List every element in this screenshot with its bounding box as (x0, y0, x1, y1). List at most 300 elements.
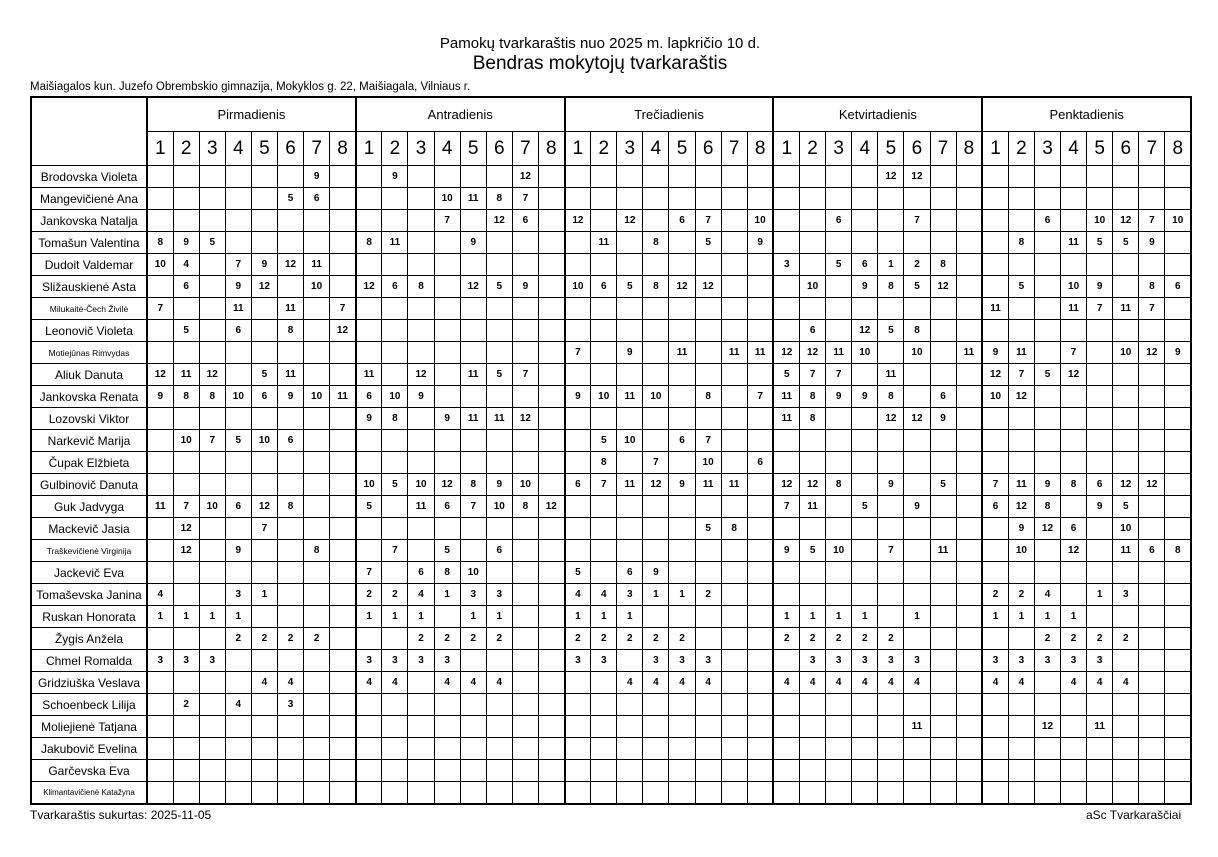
lesson-cell: 7 (1061, 342, 1087, 364)
lesson-cell: 11 (382, 232, 408, 254)
lesson-cell (617, 716, 643, 738)
lesson-cell (930, 650, 956, 672)
lesson-cell (617, 452, 643, 474)
lesson-cell (356, 298, 382, 320)
lesson-cell (721, 716, 747, 738)
lesson-cell (1087, 166, 1113, 188)
lesson-cell: 9 (147, 386, 173, 408)
lesson-cell (904, 232, 930, 254)
lesson-cell: 5 (565, 562, 591, 584)
lesson-cell (878, 782, 904, 805)
teacher-row (31, 760, 1191, 782)
lesson-cell (747, 254, 773, 276)
lesson-cell (982, 540, 1008, 562)
lesson-cell (277, 518, 303, 540)
teacher-row (31, 166, 1191, 188)
lesson-cell: 1 (356, 606, 382, 628)
lesson-cell: 7 (225, 254, 251, 276)
lesson-cell (982, 518, 1008, 540)
lesson-cell (878, 518, 904, 540)
lesson-cell (773, 716, 799, 738)
lesson-cell (304, 694, 330, 716)
lesson-cell (1034, 760, 1060, 782)
lesson-cell (852, 188, 878, 210)
lesson-cell: 4 (800, 672, 826, 694)
lesson-cell: 3 (486, 584, 512, 606)
lesson-cell: 9 (304, 166, 330, 188)
lesson-cell: 1 (434, 584, 460, 606)
lesson-cell (773, 782, 799, 805)
lesson-cell (1113, 650, 1139, 672)
lesson-cell: 11 (695, 474, 721, 496)
teacher-name: Mackevič Jasia (31, 518, 147, 540)
lesson-cell (617, 166, 643, 188)
lesson-cell: 7 (1139, 298, 1165, 320)
teacher-row (31, 320, 1191, 342)
period-header: 3 (408, 132, 434, 166)
lesson-cell: 2 (1061, 628, 1087, 650)
lesson-cell (251, 760, 277, 782)
lesson-cell (277, 408, 303, 430)
teacher-name: Leonovič Violeta (31, 320, 147, 342)
period-header: 6 (277, 132, 303, 166)
lesson-cell (956, 540, 982, 562)
lesson-cell: 8 (1061, 474, 1087, 496)
lesson-cell: 6 (277, 430, 303, 452)
lesson-cell (1087, 518, 1113, 540)
lesson-cell: 4 (1113, 672, 1139, 694)
lesson-cell: 12 (878, 408, 904, 430)
lesson-cell (669, 232, 695, 254)
teacher-row (31, 606, 1191, 628)
lesson-cell: 9 (512, 276, 538, 298)
lesson-cell (1139, 650, 1165, 672)
lesson-cell (251, 408, 277, 430)
lesson-cell: 4 (434, 672, 460, 694)
lesson-cell (800, 694, 826, 716)
lesson-cell (826, 738, 852, 760)
teacher-name: Jankovska Renata (31, 386, 147, 408)
lesson-cell: 12 (512, 408, 538, 430)
lesson-cell (982, 408, 1008, 430)
period-header: 8 (1165, 132, 1191, 166)
lesson-cell (147, 276, 173, 298)
lesson-cell (277, 166, 303, 188)
lesson-cell (538, 342, 564, 364)
lesson-cell (486, 430, 512, 452)
lesson-cell: 10 (147, 254, 173, 276)
teacher-name: Chmel Romalda (31, 650, 147, 672)
lesson-cell: 2 (773, 628, 799, 650)
lesson-cell (460, 716, 486, 738)
lesson-cell (356, 716, 382, 738)
lesson-cell (826, 716, 852, 738)
lesson-cell: 7 (643, 452, 669, 474)
lesson-cell (147, 430, 173, 452)
lesson-cell (930, 584, 956, 606)
lesson-cell (617, 298, 643, 320)
lesson-cell (225, 364, 251, 386)
lesson-cell: 8 (800, 408, 826, 430)
lesson-cell: 12 (930, 276, 956, 298)
lesson-cell (643, 298, 669, 320)
lesson-cell (1034, 166, 1060, 188)
lesson-cell: 12 (460, 276, 486, 298)
lesson-cell (251, 320, 277, 342)
lesson-cell (617, 496, 643, 518)
lesson-cell (930, 738, 956, 760)
lesson-cell (1008, 298, 1034, 320)
lesson-cell (878, 452, 904, 474)
lesson-cell (382, 254, 408, 276)
lesson-cell: 2 (173, 694, 199, 716)
lesson-cell (852, 694, 878, 716)
lesson-cell (747, 760, 773, 782)
lesson-cell (460, 254, 486, 276)
lesson-cell (852, 782, 878, 805)
lesson-cell (538, 298, 564, 320)
lesson-cell (930, 672, 956, 694)
lesson-cell: 12 (1061, 540, 1087, 562)
lesson-cell (1165, 716, 1191, 738)
lesson-cell (460, 540, 486, 562)
lesson-cell (956, 232, 982, 254)
lesson-cell (199, 738, 225, 760)
lesson-cell (277, 606, 303, 628)
lesson-cell (512, 606, 538, 628)
lesson-cell (173, 298, 199, 320)
lesson-cell (669, 188, 695, 210)
teacher-row (31, 452, 1191, 474)
lesson-cell: 9 (878, 474, 904, 496)
lesson-cell (721, 606, 747, 628)
lesson-cell (408, 166, 434, 188)
lesson-cell (565, 254, 591, 276)
lesson-cell: 6 (225, 496, 251, 518)
lesson-cell: 10 (591, 386, 617, 408)
lesson-cell: 4 (408, 584, 434, 606)
lesson-cell: 12 (800, 474, 826, 496)
lesson-cell (330, 408, 356, 430)
lesson-cell (199, 562, 225, 584)
lesson-cell (173, 562, 199, 584)
lesson-cell (721, 254, 747, 276)
lesson-cell (251, 562, 277, 584)
lesson-cell: 11 (956, 342, 982, 364)
lesson-cell (225, 716, 251, 738)
period-header: 7 (930, 132, 956, 166)
lesson-cell (277, 232, 303, 254)
period-header: 7 (721, 132, 747, 166)
lesson-cell (565, 320, 591, 342)
lesson-cell (304, 474, 330, 496)
lesson-cell (251, 210, 277, 232)
lesson-cell (695, 738, 721, 760)
lesson-cell: 4 (1008, 672, 1034, 694)
lesson-cell (538, 166, 564, 188)
period-header: 5 (460, 132, 486, 166)
lesson-cell (538, 760, 564, 782)
lesson-cell (721, 496, 747, 518)
lesson-cell: 12 (147, 364, 173, 386)
period-header: 1 (565, 132, 591, 166)
lesson-cell (434, 430, 460, 452)
lesson-cell: 9 (904, 496, 930, 518)
teacher-name: Garčevska Eva (31, 760, 147, 782)
lesson-cell: 4 (982, 672, 1008, 694)
period-header: 7 (1139, 132, 1165, 166)
lesson-cell (147, 408, 173, 430)
lesson-cell (173, 628, 199, 650)
lesson-cell: 9 (565, 386, 591, 408)
lesson-cell (408, 540, 434, 562)
lesson-cell (1061, 320, 1087, 342)
lesson-cell (800, 232, 826, 254)
lesson-cell (460, 386, 486, 408)
lesson-cell (330, 694, 356, 716)
lesson-cell (591, 672, 617, 694)
lesson-cell: 12 (1139, 474, 1165, 496)
lesson-cell (591, 188, 617, 210)
lesson-cell (251, 606, 277, 628)
lesson-cell: 3 (1087, 650, 1113, 672)
lesson-cell (669, 782, 695, 805)
lesson-cell (930, 518, 956, 540)
lesson-cell: 11 (173, 364, 199, 386)
lesson-cell: 9 (1139, 232, 1165, 254)
lesson-cell (1008, 716, 1034, 738)
lesson-cell: 5 (382, 474, 408, 496)
lesson-cell (669, 694, 695, 716)
lesson-cell (1139, 452, 1165, 474)
teacher-name: Čupak Elžbieta (31, 452, 147, 474)
lesson-cell (1139, 628, 1165, 650)
lesson-cell (930, 782, 956, 805)
lesson-cell (643, 210, 669, 232)
lesson-cell (356, 210, 382, 232)
lesson-cell: 9 (460, 232, 486, 254)
lesson-cell (1139, 584, 1165, 606)
teacher-name: Moliejienė Tatjana (31, 716, 147, 738)
lesson-cell: 6 (382, 276, 408, 298)
lesson-cell (512, 782, 538, 805)
lesson-cell: 1 (1061, 606, 1087, 628)
lesson-cell: 11 (277, 298, 303, 320)
lesson-cell (565, 408, 591, 430)
lesson-cell (1165, 650, 1191, 672)
lesson-cell (486, 320, 512, 342)
lesson-cell: 10 (356, 474, 382, 496)
lesson-cell: 10 (408, 474, 434, 496)
day-header: Trečiadienis (565, 97, 774, 132)
teacher-name: Gulbinovič Danuta (31, 474, 147, 496)
lesson-cell (538, 782, 564, 805)
lesson-cell: 6 (669, 430, 695, 452)
lesson-cell (304, 342, 330, 364)
lesson-cell (982, 166, 1008, 188)
teacher-row (31, 188, 1191, 210)
lesson-cell (852, 584, 878, 606)
lesson-cell (669, 518, 695, 540)
lesson-cell: 7 (1087, 298, 1113, 320)
lesson-cell (1008, 210, 1034, 232)
lesson-cell (747, 650, 773, 672)
lesson-cell (747, 518, 773, 540)
period-header: 5 (878, 132, 904, 166)
lesson-cell (460, 738, 486, 760)
lesson-cell: 2 (1113, 628, 1139, 650)
teacher-name: Jakubovič Evelina (31, 738, 147, 760)
lesson-cell (1165, 496, 1191, 518)
lesson-cell (747, 298, 773, 320)
lesson-cell: 2 (460, 628, 486, 650)
lesson-cell (277, 782, 303, 805)
lesson-cell: 5 (225, 430, 251, 452)
lesson-cell (643, 540, 669, 562)
lesson-cell (695, 540, 721, 562)
period-header: 6 (1113, 132, 1139, 166)
lesson-cell (747, 584, 773, 606)
lesson-cell: 4 (1034, 584, 1060, 606)
lesson-cell (956, 276, 982, 298)
lesson-cell (251, 782, 277, 805)
lesson-cell (1008, 562, 1034, 584)
lesson-cell (1061, 496, 1087, 518)
lesson-cell (1061, 386, 1087, 408)
lesson-cell (747, 738, 773, 760)
lesson-cell (1087, 430, 1113, 452)
lesson-cell (904, 782, 930, 805)
lesson-cell (721, 364, 747, 386)
lesson-cell: 9 (852, 276, 878, 298)
lesson-cell (147, 474, 173, 496)
lesson-cell (721, 628, 747, 650)
lesson-cell (956, 188, 982, 210)
lesson-cell (617, 760, 643, 782)
lesson-cell: 12 (486, 210, 512, 232)
lesson-cell (1008, 782, 1034, 805)
lesson-cell (1034, 232, 1060, 254)
lesson-cell (669, 254, 695, 276)
lesson-cell: 1 (852, 606, 878, 628)
lesson-cell: 9 (643, 562, 669, 584)
lesson-cell: 11 (617, 474, 643, 496)
lesson-cell (1061, 782, 1087, 805)
lesson-cell (878, 738, 904, 760)
lesson-cell (982, 716, 1008, 738)
lesson-cell (486, 760, 512, 782)
lesson-cell (617, 188, 643, 210)
lesson-cell: 9 (434, 408, 460, 430)
lesson-cell (617, 540, 643, 562)
lesson-cell (1087, 386, 1113, 408)
lesson-cell (356, 166, 382, 188)
lesson-cell (904, 452, 930, 474)
lesson-cell: 11 (304, 254, 330, 276)
lesson-cell (800, 254, 826, 276)
lesson-cell (956, 738, 982, 760)
lesson-cell (669, 716, 695, 738)
lesson-cell (330, 782, 356, 805)
lesson-cell: 7 (695, 430, 721, 452)
lesson-cell (800, 452, 826, 474)
lesson-cell: 7 (330, 298, 356, 320)
lesson-cell (591, 320, 617, 342)
lesson-cell: 9 (617, 342, 643, 364)
lesson-cell (199, 276, 225, 298)
period-header: 7 (512, 132, 538, 166)
lesson-cell (1034, 276, 1060, 298)
lesson-cell: 3 (199, 650, 225, 672)
lesson-cell (1061, 584, 1087, 606)
lesson-cell (1061, 738, 1087, 760)
lesson-cell (1113, 320, 1139, 342)
lesson-cell (251, 452, 277, 474)
lesson-cell: 6 (591, 276, 617, 298)
day-header-row (31, 97, 1191, 132)
lesson-cell: 11 (721, 342, 747, 364)
lesson-cell (800, 760, 826, 782)
lesson-cell (330, 166, 356, 188)
lesson-cell (356, 782, 382, 805)
lesson-cell: 8 (1008, 232, 1034, 254)
lesson-cell (930, 496, 956, 518)
lesson-cell (721, 188, 747, 210)
lesson-cell (982, 760, 1008, 782)
lesson-cell (277, 584, 303, 606)
lesson-cell (173, 672, 199, 694)
lesson-cell (643, 782, 669, 805)
lesson-cell (643, 496, 669, 518)
teacher-name: Guk Jadvyga (31, 496, 147, 518)
lesson-cell: 2 (669, 628, 695, 650)
lesson-cell (1165, 760, 1191, 782)
lesson-cell (173, 210, 199, 232)
lesson-cell (330, 430, 356, 452)
lesson-cell (591, 298, 617, 320)
lesson-cell (538, 540, 564, 562)
lesson-cell (512, 386, 538, 408)
lesson-cell (1087, 188, 1113, 210)
lesson-cell (930, 232, 956, 254)
lesson-cell (434, 606, 460, 628)
lesson-cell (1113, 276, 1139, 298)
lesson-cell (147, 716, 173, 738)
lesson-cell (1165, 562, 1191, 584)
lesson-cell: 2 (225, 628, 251, 650)
lesson-cell (904, 518, 930, 540)
lesson-cell (852, 760, 878, 782)
lesson-cell: 11 (747, 342, 773, 364)
lesson-cell (199, 540, 225, 562)
lesson-cell: 7 (512, 188, 538, 210)
lesson-cell (538, 738, 564, 760)
lesson-cell (1139, 518, 1165, 540)
lesson-cell (1113, 738, 1139, 760)
lesson-cell (434, 276, 460, 298)
lesson-cell (199, 452, 225, 474)
lesson-cell (1034, 694, 1060, 716)
lesson-cell: 11 (669, 342, 695, 364)
lesson-cell: 8 (930, 254, 956, 276)
lesson-cell (904, 188, 930, 210)
lesson-cell: 7 (565, 342, 591, 364)
lesson-cell (852, 430, 878, 452)
lesson-cell (565, 540, 591, 562)
teacher-row (31, 364, 1191, 386)
lesson-cell: 10 (565, 276, 591, 298)
lesson-cell: 3 (1034, 650, 1060, 672)
